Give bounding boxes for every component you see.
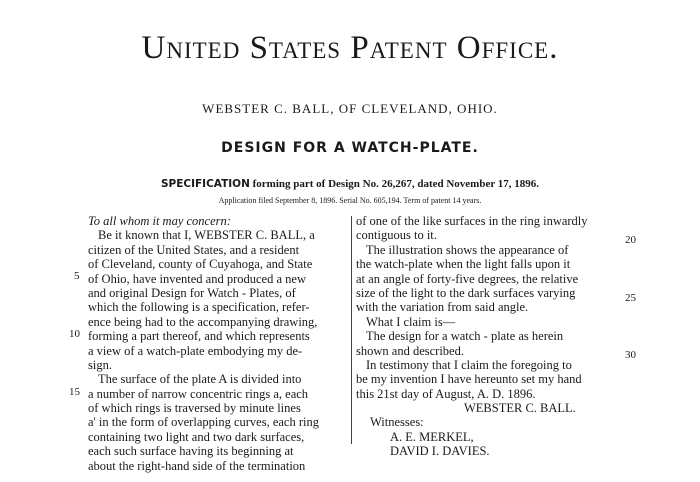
witnesses-label: Witnesses:: [370, 415, 424, 430]
text-line: Be it known that I, WEBSTER C. BALL, a: [98, 228, 315, 243]
claim-intro: What I claim is—: [366, 314, 456, 329]
line-number: 25: [625, 292, 636, 304]
text-line: of which rings is traversed by minute lines: [88, 401, 301, 416]
claim-text: The design for a watch - plate as herein: [366, 329, 564, 344]
claim-text: shown and described.: [356, 343, 464, 358]
text-line: size of the light to the dark surfaces varying: [356, 285, 576, 300]
salutation: To all whom it may concern:: [88, 214, 231, 228]
text-line: which the following is a specification, refer-: [88, 300, 310, 315]
text-line: of Cleveland, county of Cuyahoga, and State: [88, 257, 313, 272]
text-line: The surface of the plate A is divided into: [98, 372, 302, 387]
witness-name: DAVID I. DAVIES.: [390, 444, 490, 459]
specification-details: forming part of Design No. 26,267, dated November 17, 1896.: [249, 178, 540, 190]
line-number: 30: [625, 349, 636, 361]
text-line: sign.: [88, 357, 112, 372]
text-line: and original Design for Watch - Plates, of: [88, 285, 296, 300]
specification-word: SPECIFICATION: [160, 178, 250, 190]
text-line: forming a part thereof, and which represents: [88, 329, 310, 344]
text-line: the watch-plate when the light falls upon it: [356, 257, 571, 272]
text-line: this 21st day of August, A. D. 1896.: [356, 386, 536, 401]
line-number: 10: [69, 328, 80, 340]
text-line: each such surface having its beginning at: [88, 444, 294, 459]
inventor-signature: WEBSTER C. BALL.: [464, 401, 576, 416]
witness-name: A. E. MERKEL,: [390, 429, 474, 444]
application-line: Application filed September 8, 1896. Serial No. 605,194. Term of patent 14 years.: [218, 196, 482, 205]
text-line: a' in the form of overlapping curves, each ring: [88, 415, 319, 430]
text-line: ence being had to the accompanying drawing,: [88, 314, 318, 329]
text-line: about the right-hand side of the termination: [88, 458, 306, 473]
text-line: of Ohio, have invented and produced a new: [88, 271, 306, 286]
text-line: containing two light and two dark surfaces,: [88, 429, 305, 444]
office-title: United States Patent Office.: [141, 30, 559, 66]
line-number: 15: [69, 386, 80, 398]
text-line: at an angle of forty-five degrees, the relative: [356, 271, 579, 286]
specification-line: [0, 178, 700, 190]
design-title: DESIGN FOR A WATCH-PLATE.: [221, 140, 479, 156]
left-column: [88, 214, 350, 473]
line-number: 20: [625, 234, 636, 246]
text-line: be my invention I have hereunto set my hand: [356, 372, 582, 387]
text-line: of one of the like surfaces in the ring inwardly: [356, 214, 588, 228]
text-line: The illustration shows the appearance of: [366, 242, 569, 257]
text-line: contiguous to it.: [356, 228, 437, 243]
inventor-line: WEBSTER C. BALL, OF CLEVELAND, OHIO.: [202, 101, 498, 116]
right-column: [356, 214, 620, 459]
text-line: a view of a watch-plate embodying my de-: [88, 343, 303, 358]
text-line: with the variation from said angle.: [356, 300, 529, 315]
text-line: citizen of the United States, and a resident: [88, 242, 300, 257]
text-line: In testimony that I claim the foregoing to: [366, 357, 572, 372]
text-line: a number of narrow concentric rings a, each: [88, 386, 309, 401]
line-number: 5: [74, 270, 80, 282]
column-divider: [351, 216, 352, 444]
